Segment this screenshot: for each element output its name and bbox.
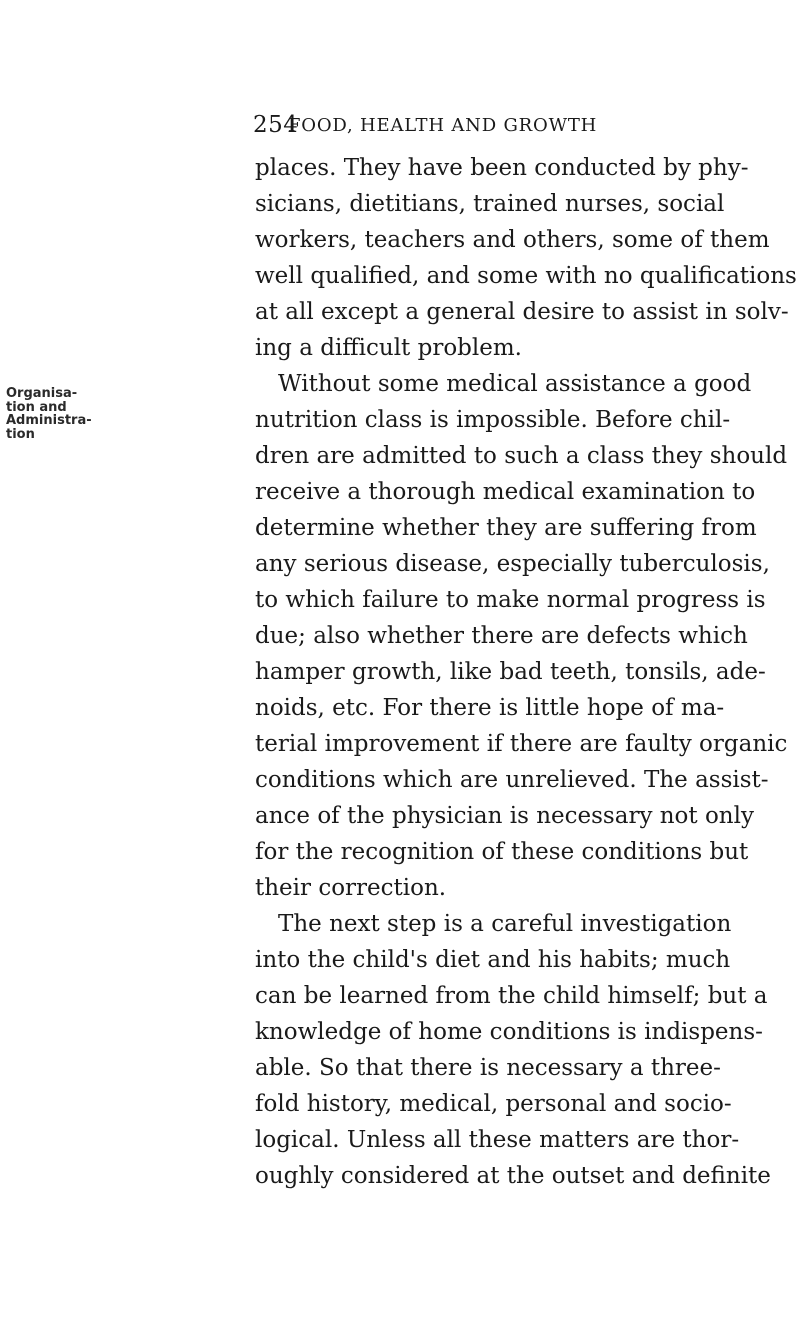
margin-note-line: tion bbox=[6, 426, 35, 442]
text-line: hamper growth, like bad teeth, tonsils, ade- bbox=[255, 659, 766, 685]
text-line: logical. Unless all these matters are thor- bbox=[255, 1127, 740, 1153]
text-line: well qualified, and some with no qualifications bbox=[255, 263, 797, 289]
text-line: any serious disease, especially tuberculosis, bbox=[255, 551, 770, 577]
margin-note-line: Organisa- bbox=[6, 386, 78, 401]
text-line: oughly considered at the outset and definite bbox=[255, 1163, 771, 1189]
text-line: at all except a general desire to assist in solv- bbox=[255, 299, 789, 325]
body-text bbox=[255, 150, 797, 1194]
text-line: noids, etc. For there is little hope of ma- bbox=[255, 695, 725, 721]
margin-note-line: tion and bbox=[6, 399, 67, 415]
text-line: receive a thorough medical examination to bbox=[255, 479, 756, 505]
text-line: knowledge of home conditions is indispens- bbox=[255, 1019, 763, 1045]
text-line: determine whether they are suffering from bbox=[255, 515, 757, 541]
text-line: to which failure to make normal progress is bbox=[255, 587, 766, 613]
text-line: workers, teachers and others, some of them bbox=[255, 227, 770, 253]
text-line: can be learned from the child himself; but a bbox=[255, 983, 768, 1009]
text-line: for the recognition of these conditions but bbox=[255, 839, 749, 865]
running-title: FOOD, HEALTH AND GROWTH bbox=[288, 115, 598, 136]
text-line: Without some medical assistance a good bbox=[278, 371, 752, 397]
text-line: their correction. bbox=[255, 875, 447, 901]
text-line: ance of the physician is necessary not only bbox=[255, 803, 754, 829]
text-line: The next step is a careful investigation bbox=[278, 911, 732, 937]
margin-note bbox=[6, 387, 106, 441]
text-line: places. They have been conducted by phy- bbox=[255, 155, 749, 181]
text-line: able. So that there is necessary a three- bbox=[255, 1055, 721, 1081]
text-line: into the child's diet and his habits; much bbox=[255, 947, 731, 973]
text-line: ing a difficult problem. bbox=[255, 335, 522, 361]
text-line: sicians, dietitians, trained nurses, social bbox=[255, 191, 725, 217]
running-head bbox=[253, 112, 633, 142]
margin-note-line: Administra- bbox=[6, 413, 92, 428]
text-line: fold history, medical, personal and socio- bbox=[255, 1091, 732, 1117]
text-line: terial improvement if there are faulty organic bbox=[255, 731, 788, 757]
text-line: nutrition class is impossible. Before chil- bbox=[255, 407, 731, 433]
text-line: conditions which are unrelieved. The assist- bbox=[255, 767, 769, 793]
page-number: 254 bbox=[253, 112, 299, 138]
text-line: dren are admitted to such a class they should bbox=[255, 443, 788, 469]
text-line: due; also whether there are defects which bbox=[255, 623, 748, 649]
